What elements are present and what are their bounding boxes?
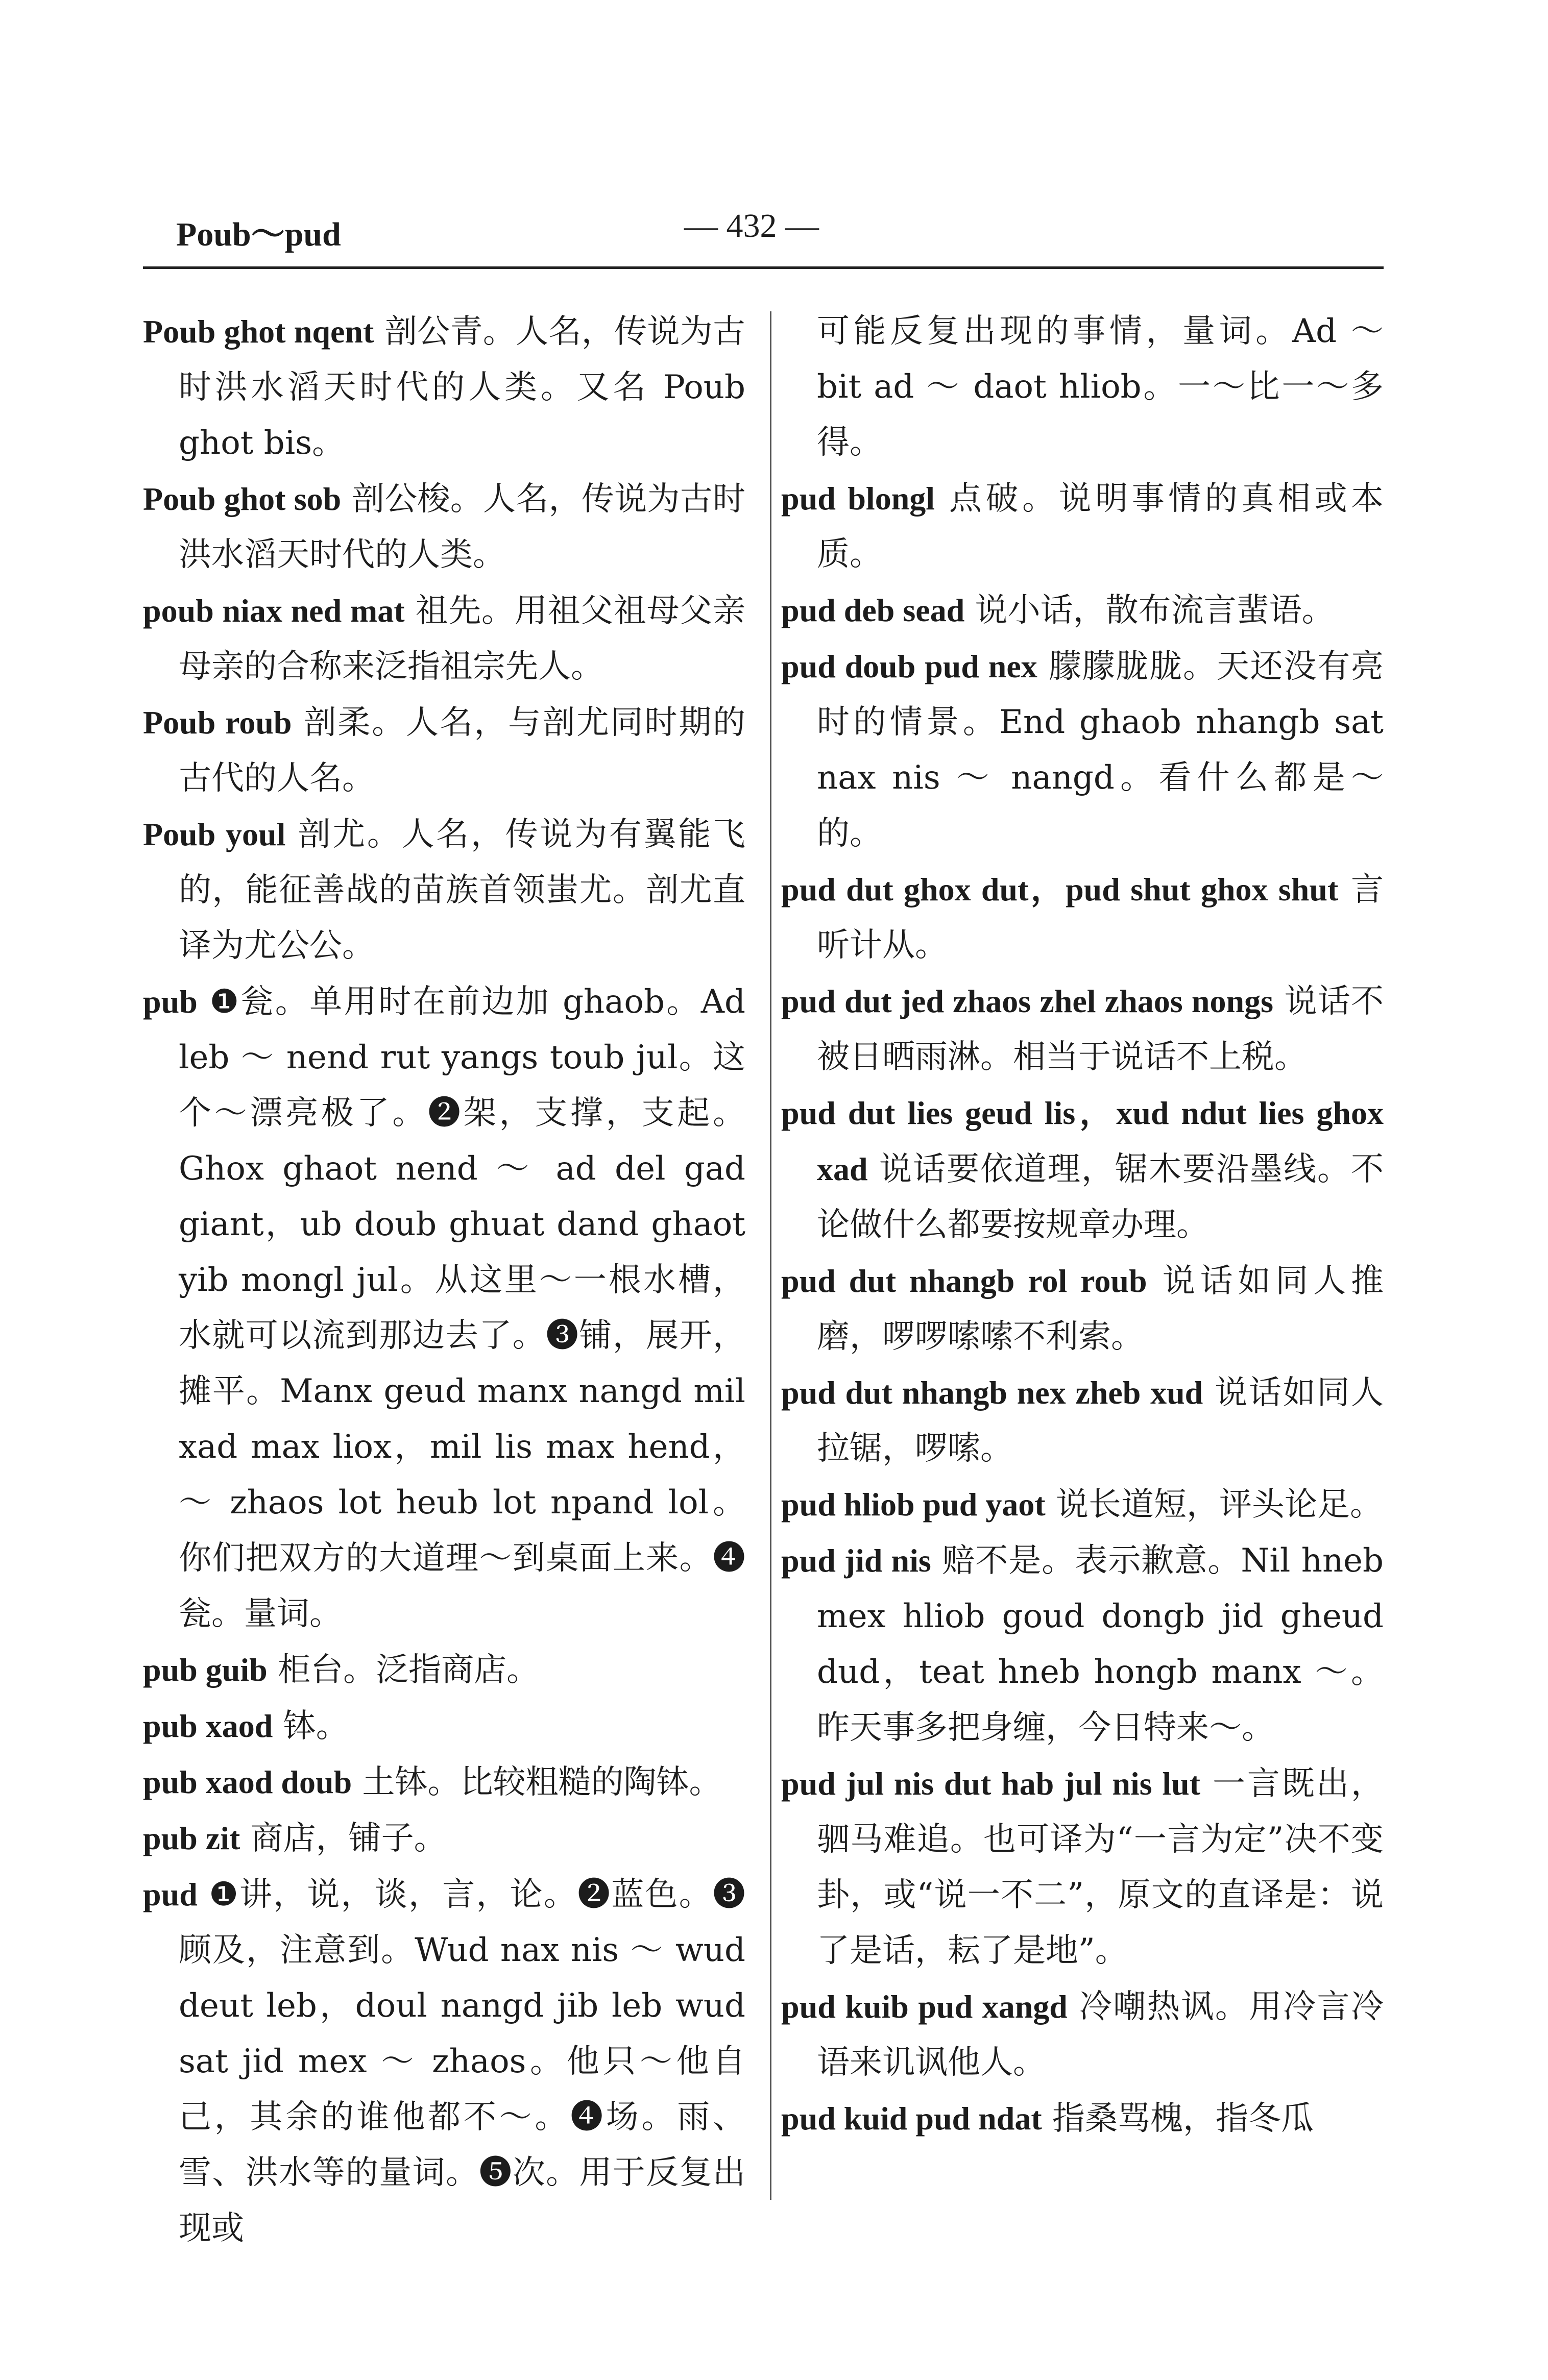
entry-definition: ❶讲，说，谈，言，论。❷蓝色。❸顾及，注意到。Wud nax nis ～ wud deut leb，doul nangd jib leb wud sat jid mex ～ zhaos。他只～他自己，其余的谁他都不～。❹场。雨、雪、洪水等的量词。❺次。用于反复出现或 (179, 1876, 745, 2247)
dictionary-entry (143, 695, 745, 806)
entry-definition: 商店，铺子。 (240, 1820, 447, 1857)
entry-headword: pub xaod (143, 1708, 273, 1744)
entry-headword: pub zit (143, 1820, 240, 1856)
entry-headword: Poub ghot sob (143, 481, 342, 517)
page-number: — 432 — (684, 207, 819, 244)
right-column (781, 304, 1384, 2147)
entry-definition: 朦朦胧胧。天还没有亮时的情景。End ghaob nhangb sat nax nis ～ nangd。看什么都是～的。 (817, 648, 1384, 852)
entry-definition: 指桑骂槐，指冬瓜 (1042, 2100, 1314, 2138)
entry-definition: 说话要依道理，锯木要沿墨线。不论做什么都要按规章办理。 (817, 1150, 1384, 1244)
entry-headword: pud deb sead (781, 592, 965, 628)
entry-headword: pud (143, 1876, 198, 1912)
entry-definition: 土钵。比较粗糙的陶钵。 (352, 1763, 722, 1801)
entry-headword: Poub youl (143, 816, 286, 852)
entry-definition: 说小话，散布流言蜚语。 (964, 592, 1335, 629)
dictionary-entry (781, 639, 1384, 862)
entry-definition: 柜台。泛指商店。 (267, 1651, 540, 1689)
entry-definition: 剖公梭。人名，传说为古时洪水滔天时代的人类。 (179, 480, 746, 574)
dictionary-entry (143, 974, 745, 1642)
dictionary-entry (143, 304, 745, 471)
entry-headword: pud dut ghox dut，pud shut ghox shut (781, 871, 1339, 907)
entry-definition: 说话如同人拉锯，啰嗦。 (817, 1374, 1384, 1467)
page-header (143, 202, 1384, 258)
running-head: Poub～pud (176, 216, 341, 253)
dictionary-entry (781, 862, 1384, 973)
entry-headword: pud hliob pud yaot (781, 1486, 1046, 1523)
entry-headword: pub guib (143, 1652, 268, 1688)
dictionary-entry (143, 1642, 745, 1698)
dictionary-entry (143, 1754, 745, 1810)
dictionary-entry (781, 1253, 1384, 1365)
entry-definition: 言听计从。 (817, 871, 1384, 964)
entry-definition: 说话如同人推磨，啰啰嗦嗦不利索。 (817, 1262, 1384, 1356)
header-rule (143, 266, 1384, 269)
entry-definition: 赔不是。表示歉意。Nil hneb mex hliob goud dongb jid gheud dud，teat hneb hongb manx ～。昨天事多把身缠，今日特来～。 (817, 1542, 1384, 1747)
dictionary-entry (143, 806, 745, 974)
dictionary-entry (143, 583, 745, 695)
entry-headword: pub xaod doub (143, 1764, 352, 1800)
entry-definition: 祖先。用祖父祖母父亲母亲的合称来泛指祖宗先人。 (179, 592, 746, 685)
dictionary-entry (781, 973, 1384, 1085)
entry-headword: pud blongl (781, 480, 935, 517)
entry-headword: pud jul nis dut hab jul nis lut (781, 1765, 1201, 1802)
entry-headword: pud dut nhangb nex zheb xud (781, 1375, 1203, 1411)
entry-definition: ❶瓮。单用时在前边加 ghaob。Ad leb ～ nend rut yangs toub jul。这个～漂亮极了。❷架，支撑，支起。Ghox ghaot nend ～ ad del gad giant，ub doub ghuat dand ghaot yib mongl jul。从这里～一根水槽，水就可以流到那边去了。❸铺，展开，摊平。Manx geud manx nangd mil xad max liox，mil lis max hend，～ zhaos lot heub lot npand lol。你们把双方的大道理～到桌面上来。❹瓮。量词。 (179, 983, 745, 1633)
entry-continuation: 可能反复出现的事情，量词。Ad ～ bit ad ～ daot hliob。一～比一～多得。 (817, 312, 1384, 461)
entry-headword: pud doub pud nex (781, 648, 1037, 684)
entry-definition: 冷嘲热讽。用冷言冷语来讥讽他人。 (817, 1988, 1384, 2081)
entry-definition: 一言既出，驷马难追。也可译为“一言为定”决不变卦，或“说一不二”，原文的直译是：说了是话，耘了是地”。 (817, 1765, 1384, 1970)
dictionary-entry (781, 2091, 1384, 2147)
entry-headword: Poub ghot nqent (143, 313, 374, 350)
left-column (143, 304, 745, 2256)
entry-headword: pud jid nis (781, 1542, 931, 1579)
entry-headword: pud kuid pud ndat (781, 2100, 1042, 2137)
entry-definition: 钵。 (273, 1707, 349, 1745)
dictionary-entry (143, 1867, 745, 2256)
entry-headword: pub (143, 984, 198, 1020)
dictionary-entry (781, 471, 1384, 582)
entry-headword: pud dut lies geud lis，xud ndut lies ghox xad (781, 1095, 1384, 1187)
dictionary-entry (143, 1810, 745, 1867)
dictionary-entry (781, 1533, 1384, 1756)
dictionary-entry (143, 471, 745, 583)
entry-headword: pud kuib pud xangd (781, 1989, 1068, 2025)
entry-definition: 说长道短，评头论足。 (1045, 1486, 1383, 1524)
entry-definition: 剖公青。人名，传说为古时洪水滔天时代的人类。又名 Poub ghot bis。 (179, 313, 746, 462)
dictionary-entry (781, 1979, 1384, 2091)
dictionary-entry (781, 582, 1384, 639)
entry-headword: pud dut nhangb rol roub (781, 1263, 1147, 1299)
entry-definition: 说话不被日晒雨淋。相当于说话不上税。 (817, 983, 1384, 1076)
column-divider (770, 311, 771, 2200)
dictionary-entry (143, 1698, 745, 1754)
dictionary-entry (781, 1477, 1384, 1533)
entry-definition: 点破。说明事情的真相或本质。 (817, 480, 1384, 573)
entry-headword: Poub roub (143, 704, 292, 741)
entry-headword: poub niax ned mat (143, 593, 405, 629)
dictionary-entry (781, 1756, 1384, 1979)
entry-definition: 剖柔。人名，与剖尤同时期的古代的人名。 (179, 704, 745, 797)
entry-headword: pud dut jed zhaos zhel zhaos nongs (781, 983, 1273, 1019)
dictionary-entry (781, 1365, 1384, 1477)
dictionary-entry (781, 1085, 1384, 1253)
entry-definition: 剖尤。人名，传说为有翼能飞的，能征善战的苗族首领蚩尤。剖尤直译为尤公公。 (179, 816, 746, 965)
